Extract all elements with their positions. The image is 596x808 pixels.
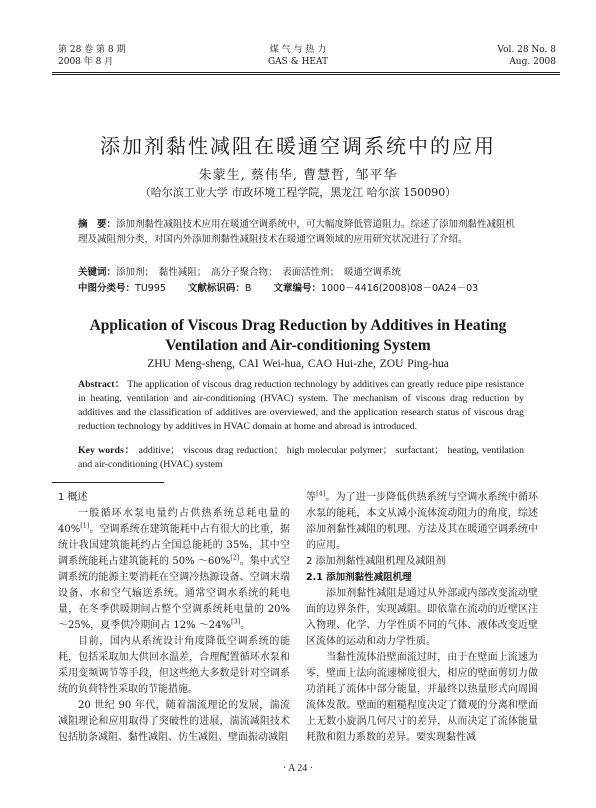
article-title-cn: 添加剂黏性减阻在暖通空调系统中的应用 (100, 134, 496, 158)
citation-ref: [3] (231, 617, 241, 626)
citation-ref: [4] (316, 489, 326, 498)
paragraph-text: 。 (240, 620, 251, 631)
body-column-left (58, 490, 290, 746)
clc-label: 中图分类号： (78, 283, 136, 294)
keywords-cn (78, 266, 538, 280)
date-cn: 2008 年 8 月 (58, 57, 114, 67)
keywords-cn-label: 关键词： (78, 267, 117, 278)
title-en-line1: Application of Viscous Drag Reduction by Additives in Heating (89, 317, 507, 334)
clc-value: TU995 (135, 283, 166, 294)
volume-issue-en: Vol. 28 No. 8 (497, 45, 556, 55)
citation-ref: [2] (230, 553, 240, 562)
paragraph: 20 世纪 90 年代，随着湍流理论的发展，湍流减阻理论和应用取得了突破性的进展，湍流减阻技术包括肋条减阻、黏性减阻、仿生减阻、壁面振动减阻 (58, 700, 290, 743)
article-number-value: 1000－4416(2008)08－0A24－03 (320, 283, 479, 294)
abstract-cn-label: 摘 要： (78, 219, 117, 230)
header-rule-thin (52, 74, 560, 75)
keywords-en-label: Key words： (78, 445, 136, 456)
paragraph-text: 。集中式空调系统的能源主要消耗在空调冷热源设备、空调末端设备、水和空气输送系统。通常空调水系统的耗电量，在冬季供暖期间占整个空调系统耗电量的 20% ～25%，夏季供冷期间占 12% ～24% (58, 556, 291, 631)
section-2-1-heading: 2.1 添加剂黏性减阻机理 (306, 572, 412, 583)
paragraph-text: 。为了进一步降低供热系统与空调水系统中循环水泵的能耗，本文从减小流体流动阻力的角度，综述添加剂黏性减阻的机理、方法及其在暖通空调系统中的应用。 (306, 492, 539, 551)
journal-name-en: GAS & HEAT (267, 57, 329, 67)
page-number: · A 24 · (282, 763, 314, 774)
abstract-en-label: Abstract： (78, 379, 125, 390)
paragraph-text: 一般循环水泵电量约占供热系统总耗电量的 40% (58, 508, 290, 535)
keywords-en (78, 444, 524, 472)
paragraph: 添加剂黏性减阻是通过从外部或内部改变流动壁面的边界条件，实现减阻。即依靠在流动的近壁区注入物理、化学、力学性质不同的气体、液体改变近壁区流体的运动和动力学性质。 (306, 588, 538, 647)
article-title-en (0, 316, 596, 356)
authors-en: ZHU Meng-sheng, CAI Wei-hua, CAO Hui-zhe, ZOU Ping-hua (147, 358, 449, 370)
keywords-en-text: additive； viscous drag reduction； high molecular polymer； surfactant； heating, ventilation and air-conditioning (HVAC) system (78, 445, 525, 470)
paragraph-text: 。空调系统在建筑能耗中占有很大的比重，据统计我国建筑能耗约占全国总能耗的 35%，其中空调系统能耗占建筑能耗的 50% ～60% (58, 524, 290, 567)
abstract-en (78, 378, 524, 434)
header-rule (52, 72, 560, 73)
section-1-heading: 1 概述 (58, 492, 88, 503)
title-en-line2: Ventilation and Air-conditioning System (165, 337, 431, 354)
keywords-cn-text: 添加剂； 黏性减阻； 高分子聚合物； 表面活性剂； 暖通空调系统 (116, 267, 402, 278)
abstract-en-text: The application of viscous drag reduction technology by additives can greatly reduce pipe resistance in heating, ventilation and air-conditioning (HVAC) system. The mechanism of viscous drag reduction by additives and the classification of additives are overviewed, and the application research status of viscous drag reduction technology by additives in HVAC domain at home and abroad is introduced. (78, 379, 524, 432)
body-column-right (306, 490, 538, 746)
authors-cn: 朱蒙生, 蔡伟华, 曹慧哲, 邹平华 (198, 168, 398, 183)
affiliation-cn: （哈尔滨工业大学 市政环境工程学院，黑龙江 哈尔滨 150090） (139, 186, 457, 199)
article-number-label: 文章编号： (273, 283, 321, 294)
paragraph: 目前，国内从系统设计角度降低空调系统的能耗，包括采取加大供回水温差，合理配置循环水泵和采用变频调节等手段，但这些绝大多数是针对空调系统的负荷特性采取的节能措施。 (58, 636, 290, 695)
citation-ref: [1] (80, 521, 90, 530)
date-en: Aug. 2008 (509, 57, 556, 67)
journal-name-cn: 煤 气 与 热 力 (269, 45, 327, 55)
section-2-heading: 2 添加剂黏性减阻机理及减阻剂 (306, 556, 446, 567)
section-separator (52, 482, 164, 483)
volume-issue-cn: 第 28 卷 第 8 期 (58, 45, 126, 55)
running-header-right (497, 44, 556, 68)
doc-code-value: B (244, 283, 252, 294)
abstract-cn-text: 添加剂黏性减阻技术应用在暖通空调系统中，可大幅度降低管道阻力。综述了添加剂黏性减阻机理及减阻剂分类，对国内外添加剂黏性减阻技术在暖通空调领域的应用研究状况进行了介绍。 (78, 219, 516, 245)
classification-line (78, 282, 538, 296)
abstract-cn (78, 218, 524, 247)
doc-code-label: 文献标识码： (187, 283, 245, 294)
paragraph-text: 等 (306, 492, 317, 503)
paragraph (306, 490, 538, 554)
paragraph: 当黏性流体沿壁面流过时，由于在壁面上流速为零，壁面上法向流速梯度很大，相应的壁面剪切力做功消耗了流体中部分能量，并最终以热量形式向周围流体发散。壁面的粗糙程度决定了微观的分离和壁面上无数小旋涡几何尺寸的差异，从而决定了流体能量耗散和阻力系数的差异。要实现黏性减 (306, 652, 538, 743)
paragraph (58, 506, 290, 634)
